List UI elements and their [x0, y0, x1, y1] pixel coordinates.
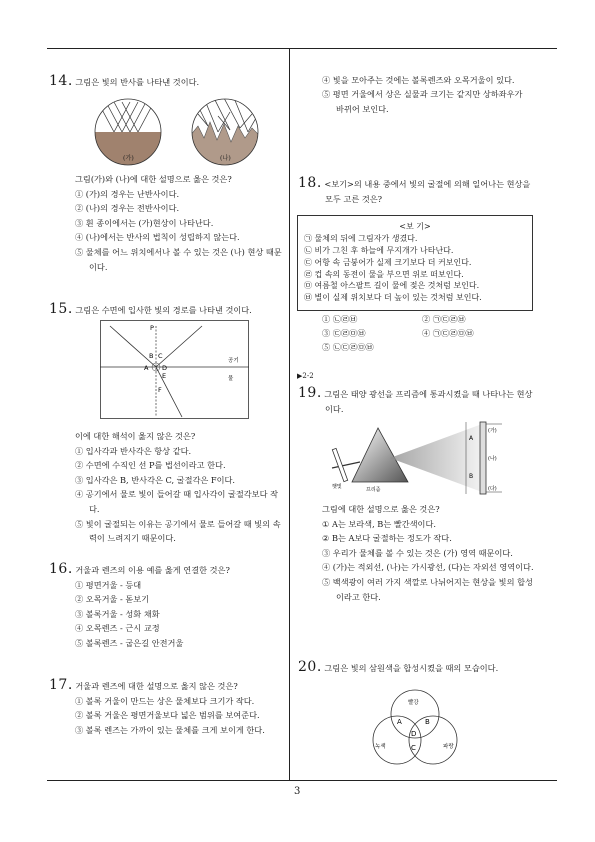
bogi-item: ㉤ 여름철 아스팔트 길이 물에 젖은 것처럼 보인다. [304, 281, 480, 291]
option-1[interactable]: ① ㉡㉣㉥ [322, 314, 358, 324]
question-prompt: 그림(가)와 (나)에 대한 설명으로 옳은 것은? [75, 174, 232, 184]
option-5[interactable]: ⑤ 물체를 어느 위치에서나 볼 수 있는 것은 (나) 현상 때문이다. [75, 246, 282, 272]
question-text: 그림은 빛의 삼원색을 합성시켰을 때의 모습이다. [324, 663, 499, 673]
option-3[interactable]: ③ 흰 종이에서는 (가)현상이 나타난다. [75, 217, 214, 228]
fig-label-B: B [469, 473, 474, 480]
question-text: 그림은 빛의 반사를 나타낸 것이다. [75, 77, 200, 87]
question-prompt: 이에 대한 해석이 옳지 않은 것은? [75, 431, 196, 441]
question-number: 17. [49, 677, 73, 693]
section-tag: ▶2-2 [297, 372, 314, 380]
question-18-options [322, 312, 532, 356]
bogi-item: ㉠ 물체의 뒤에 그림자가 생겼다. [304, 234, 418, 244]
venn-figure [355, 684, 475, 769]
question-text: <보기>의 내용 중에서 빛의 굴절에 의해 일어나는 현상을 모두 고른 것은? [324, 179, 531, 204]
option-5[interactable]: ⑤ 빛이 굴절되는 이유는 공기에서 물로 들어갈 때 빛의 속력이 느려지기 때문이다. [75, 518, 281, 544]
figure-label-na: (나) [220, 155, 231, 162]
fig-label-sun: 햇빛 [332, 484, 342, 490]
option-2[interactable]: ② (나)의 경우는 전반사이다. [75, 203, 180, 214]
option-1[interactable]: ① 평면거울 - 등대 [75, 579, 142, 590]
option-2[interactable]: ② B는 A보다 굴절하는 정도가 작다. [322, 533, 452, 544]
option-1[interactable]: ① (가)의 경우는 난반사이다. [75, 188, 180, 199]
question-number: 15. [49, 301, 73, 317]
bogi-item: ㉢ 어항 속 금붕어가 실제 크기보다 더 커보인다. [304, 257, 472, 267]
fig-label-B: B [149, 352, 154, 360]
fig-label-C: C [411, 744, 416, 752]
page-number: 3 [294, 786, 301, 797]
option-1[interactable]: ① 입사각과 반사각은 항상 같다. [75, 445, 192, 456]
refraction-figure [100, 320, 250, 420]
option-3[interactable]: ③ 볼록 렌즈는 가까이 있는 물체를 크게 보이게 한다. [75, 724, 265, 735]
question-16 [49, 562, 285, 651]
question-number: 14. [49, 73, 73, 89]
fig-label-A: A [397, 718, 402, 726]
fig-label-D: D [162, 364, 168, 372]
fig-label-water: 물 [228, 376, 234, 382]
question-number: 19. [298, 385, 322, 401]
option-1[interactable]: ① 볼록 거울이 만드는 상은 물체보다 크기가 작다. [75, 695, 255, 706]
bogi-item: ㉥ 별이 실제 위치보다 더 높이 있는 것처럼 보인다. [304, 293, 482, 303]
question-14 [49, 74, 281, 90]
option-4[interactable]: ④ 오목렌즈 - 근시 교정 [75, 623, 160, 634]
fig-label-air: 공기 [228, 358, 239, 364]
fig-label-blue: 파랑 [443, 744, 454, 750]
option-3[interactable]: ③ 입사각은 B, 반사각은 C, 굴절각은 F이다. [75, 474, 236, 485]
option-5[interactable]: ⑤ 볼록렌즈 - 굽은길 안전거울 [75, 637, 184, 648]
top-rule [47, 48, 557, 49]
option-2[interactable]: ② ㉠㉢㉣㉥ [422, 314, 466, 324]
fig-label-D: D [411, 730, 417, 738]
question-15-body [75, 429, 285, 546]
bogi-box [297, 215, 533, 311]
option-4[interactable]: ④ (나)에서는 반사의 법칙이 성립하지 않는다. [75, 232, 240, 243]
question-number: 16. [49, 561, 73, 577]
option-3[interactable]: ③ ㉢㉣㉤㉥ [322, 328, 366, 338]
fig-label-A: A [469, 435, 474, 442]
question-prompt: 그림에 대한 설명으로 옳은 것은? [322, 504, 440, 514]
question-text: 거울과 렌즈에 대한 설명으로 옳지 않은 것은? [75, 681, 238, 691]
fig-label-green: 녹색 [375, 744, 386, 750]
fig-label-red: 빨강 [408, 700, 419, 706]
fig-label-F: F [158, 386, 162, 394]
bogi-title: <보 기> [399, 222, 431, 231]
reflection-figure [90, 96, 290, 168]
option-4[interactable]: ④ 빛을 모아주는 것에는 볼록렌즈와 오목거울이 있다. [322, 74, 515, 85]
bottom-rule [47, 780, 557, 781]
question-text: 거울과 렌즈의 이용 예를 옳게 연결한 것은? [75, 565, 230, 575]
bogi-item: ㉣ 컵 속의 동전이 물을 부으면 위로 떠보인다. [304, 269, 464, 279]
fig-label-A: A [144, 364, 149, 372]
question-17-continued [322, 58, 532, 116]
question-19 [298, 386, 534, 416]
prism-figure [330, 420, 505, 500]
question-number: 20. [298, 659, 322, 675]
fig-label-P: P [150, 324, 154, 332]
question-19-body [322, 502, 534, 604]
fig-label-C: C [158, 352, 163, 360]
option-3[interactable]: ③ 볼록거울 - 성화 채화 [75, 608, 160, 619]
option-2[interactable]: ② 볼록 거울은 평면거울보다 넓은 범위를 보여준다. [75, 710, 260, 721]
fig-label-B: B [425, 718, 430, 726]
option-5[interactable]: ⑤ 평면 거울에서 상은 실물과 크기는 같지만 상하좌우가 바뀌어 보인다. [322, 89, 523, 114]
option-1[interactable]: ① A는 보라색, B는 빨간색이다. [322, 518, 436, 529]
figure-label-ga: (가) [123, 155, 134, 162]
option-2[interactable]: ② 오목거울 - 돋보기 [75, 594, 150, 605]
question-text: 그림은 태양 광선을 프리즘에 통과시켰을 때 나타나는 현상이다. [324, 389, 533, 414]
question-15 [49, 302, 281, 318]
question-20 [298, 660, 534, 676]
option-4[interactable]: ④ 공기에서 물로 빛이 들어갈 때 입사각이 굴절각보다 작다. [75, 489, 279, 514]
question-text: 그림은 수면에 입사한 빛의 경로를 나타낸 것이다. [75, 305, 252, 315]
option-4[interactable]: ④ (가)는 적외선, (나)는 가시광선, (다)는 자외선 영역이다. [322, 562, 534, 573]
fig-label-na: (나) [488, 456, 497, 462]
fig-label-da: (다) [488, 486, 497, 492]
option-3[interactable]: ③ 우리가 물체를 볼 수 있는 것은 (가) 영역 때문이다. [322, 547, 513, 558]
option-4[interactable]: ④ ㉠㉢㉣㉤㉥ [422, 328, 474, 338]
option-2[interactable]: ② 수면에 수직인 선 P를 법선이라고 한다. [75, 460, 226, 471]
question-17 [49, 678, 285, 737]
question-18 [298, 176, 534, 206]
fig-label-ga: (가) [488, 428, 497, 434]
option-5[interactable]: ⑤ ㉡㉢㉣㉤㉥ [322, 342, 374, 352]
question-number: 18. [298, 175, 322, 191]
fig-label-E: E [162, 372, 167, 380]
bogi-item: ㉡ 비가 그친 후 하늘에 무지개가 나타난다. [304, 246, 454, 256]
fig-label-prism: 프리즘 [366, 487, 381, 493]
question-14-body [75, 172, 285, 274]
option-5[interactable]: ⑤ 백색광이 여러 가지 색깔로 나뉘어지는 현상을 빛의 합성이라고 한다. [322, 576, 533, 602]
